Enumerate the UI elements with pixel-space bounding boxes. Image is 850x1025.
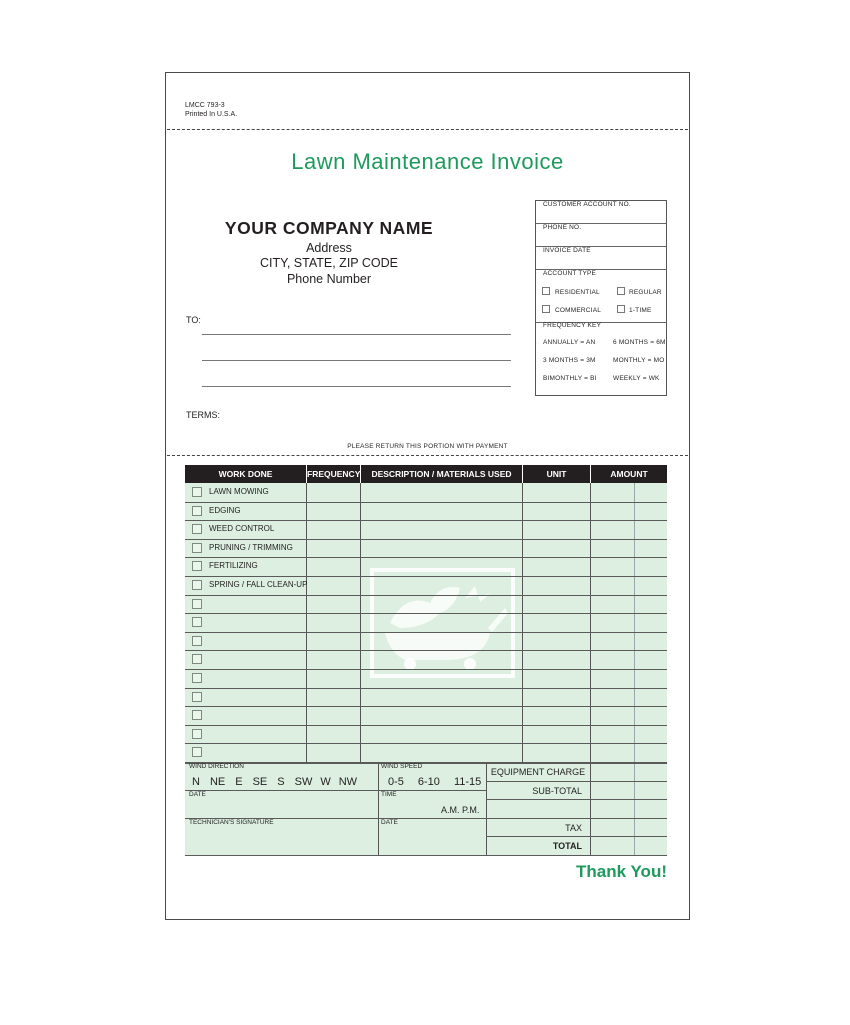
wind-speeds[interactable]: 0-5 6-10 11-15 bbox=[388, 776, 482, 788]
work-item-checkbox[interactable] bbox=[192, 524, 202, 534]
row-line bbox=[185, 502, 667, 503]
row-line bbox=[185, 706, 667, 707]
work-item-checkbox[interactable] bbox=[192, 692, 202, 702]
totals-line bbox=[486, 836, 667, 837]
customer-account-label: CUSTOMER ACCOUNT NO. bbox=[543, 201, 631, 208]
row-line bbox=[185, 669, 667, 670]
work-item-checkbox[interactable] bbox=[192, 506, 202, 516]
wind-speed-label: WIND SPEED bbox=[381, 763, 423, 770]
work-item-checkbox[interactable] bbox=[192, 561, 202, 571]
work-item-label: LAWN MOWING bbox=[209, 487, 269, 496]
equipment-charge-label: EQUIPMENT CHARGE bbox=[490, 767, 586, 777]
date-label: DATE bbox=[189, 791, 206, 798]
to-line-3[interactable] bbox=[202, 386, 511, 387]
row-line bbox=[185, 557, 667, 558]
commercial-label: COMMERCIAL bbox=[555, 307, 602, 314]
account-type-label: ACCOUNT TYPE bbox=[543, 270, 597, 277]
totals-line bbox=[486, 799, 667, 800]
tear-line-bottom bbox=[167, 455, 688, 456]
col-line bbox=[360, 483, 361, 763]
work-item-checkbox[interactable] bbox=[192, 580, 202, 590]
totals-line bbox=[486, 781, 667, 782]
to-line-2[interactable] bbox=[202, 360, 511, 361]
company-address: Address bbox=[306, 241, 352, 255]
company-city: CITY, STATE, ZIP CODE bbox=[260, 256, 398, 270]
footer-top-line bbox=[185, 763, 667, 764]
header-description: DESCRIPTION / MATERIALS USED bbox=[361, 465, 522, 483]
thank-you: Thank You! bbox=[576, 862, 667, 881]
one-time-checkbox[interactable] bbox=[617, 305, 625, 313]
time-label: TIME bbox=[381, 791, 397, 798]
row-line bbox=[185, 725, 667, 726]
residential-checkbox[interactable] bbox=[542, 287, 550, 295]
technician-signature-label: TECHNICIAN'S SIGNATURE bbox=[189, 819, 274, 826]
invoice-title: Lawn Maintenance Invoice bbox=[291, 149, 564, 174]
form-code bbox=[185, 101, 237, 119]
row-line bbox=[185, 539, 667, 540]
tax-label: TAX bbox=[565, 823, 582, 833]
freq-6months: 6 MONTHS = 6M bbox=[613, 339, 666, 346]
return-note: PLEASE RETURN THIS PORTION WITH PAYMENT bbox=[347, 443, 508, 450]
lawn-logo-watermark bbox=[370, 568, 515, 678]
row-line bbox=[185, 688, 667, 689]
subtotal-label: SUB-TOTAL bbox=[532, 786, 582, 796]
am-pm[interactable]: A.M. P.M. bbox=[441, 805, 480, 815]
footer-divider bbox=[378, 763, 379, 855]
work-item-checkbox[interactable] bbox=[192, 543, 202, 553]
footer-line bbox=[185, 790, 486, 791]
row-line bbox=[185, 743, 667, 744]
col-line bbox=[306, 483, 307, 763]
wind-direction-label: WIND DIRECTION bbox=[189, 763, 244, 770]
form-number: LMCC 793-3 bbox=[185, 102, 225, 109]
tear-line-top bbox=[167, 129, 688, 130]
work-item-label: PRUNING / TRIMMING bbox=[209, 543, 293, 552]
freq-annually: ANNUALLY = AN bbox=[543, 339, 596, 346]
to-line-1[interactable] bbox=[202, 334, 511, 335]
header-frequency: FREQUENCY bbox=[307, 465, 360, 483]
printed-in: Printed In U.S.A. bbox=[185, 111, 238, 118]
work-item-checkbox[interactable] bbox=[192, 747, 202, 757]
commercial-checkbox[interactable] bbox=[542, 305, 550, 313]
work-item-label: WEED CONTROL bbox=[209, 524, 275, 533]
work-item-checkbox[interactable] bbox=[192, 599, 202, 609]
work-item-checkbox[interactable] bbox=[192, 487, 202, 497]
total-label: TOTAL bbox=[552, 841, 582, 851]
work-item-label: EDGING bbox=[209, 506, 241, 515]
work-item-checkbox[interactable] bbox=[192, 617, 202, 627]
phone-no-label: PHONE NO. bbox=[543, 224, 582, 231]
row-line bbox=[185, 650, 667, 651]
residential-label: RESIDENTIAL bbox=[555, 289, 600, 296]
col-line bbox=[522, 483, 523, 763]
freq-3months: 3 MONTHS = 3M bbox=[543, 357, 596, 364]
terms-label: TERMS: bbox=[186, 410, 221, 420]
row-line bbox=[185, 595, 667, 596]
work-item-checkbox[interactable] bbox=[192, 636, 202, 646]
company-name: YOUR COMPANY NAME bbox=[224, 218, 434, 238]
work-item-checkbox[interactable] bbox=[192, 673, 202, 683]
to-label: TO: bbox=[186, 315, 201, 325]
frequency-key-label: FREQUENCY KEY bbox=[543, 322, 602, 329]
company-phone: Phone Number bbox=[286, 272, 372, 286]
work-item-checkbox[interactable] bbox=[192, 710, 202, 720]
freq-weekly: WEEKLY = WK bbox=[613, 375, 660, 382]
work-item-label: FERTILIZING bbox=[209, 561, 258, 570]
header-amount: AMOUNT bbox=[591, 465, 667, 483]
work-item-checkbox[interactable] bbox=[192, 729, 202, 739]
wind-directions[interactable]: N NE E SE S SW W NW bbox=[192, 776, 358, 788]
regular-checkbox[interactable] bbox=[617, 287, 625, 295]
regular-label: REGULAR bbox=[629, 289, 662, 296]
header-work-done: WORK DONE bbox=[185, 465, 306, 483]
row-line bbox=[185, 632, 667, 633]
row-line bbox=[185, 520, 667, 521]
totals-line bbox=[486, 818, 667, 819]
footer-bottom-line bbox=[185, 855, 667, 856]
header-unit: UNIT bbox=[523, 465, 590, 483]
freq-monthly: MONTHLY = MO bbox=[613, 357, 665, 364]
one-time-label: 1-TIME bbox=[629, 307, 652, 314]
row-line bbox=[185, 576, 667, 577]
work-item-checkbox[interactable] bbox=[192, 654, 202, 664]
date-label-2: DATE bbox=[381, 819, 398, 826]
work-item-label: SPRING / FALL CLEAN-UP bbox=[209, 580, 308, 589]
invoice-date-label: INVOICE DATE bbox=[543, 247, 591, 254]
row-line bbox=[185, 613, 667, 614]
freq-bimonthly: BIMONTHLY = BI bbox=[543, 375, 597, 382]
